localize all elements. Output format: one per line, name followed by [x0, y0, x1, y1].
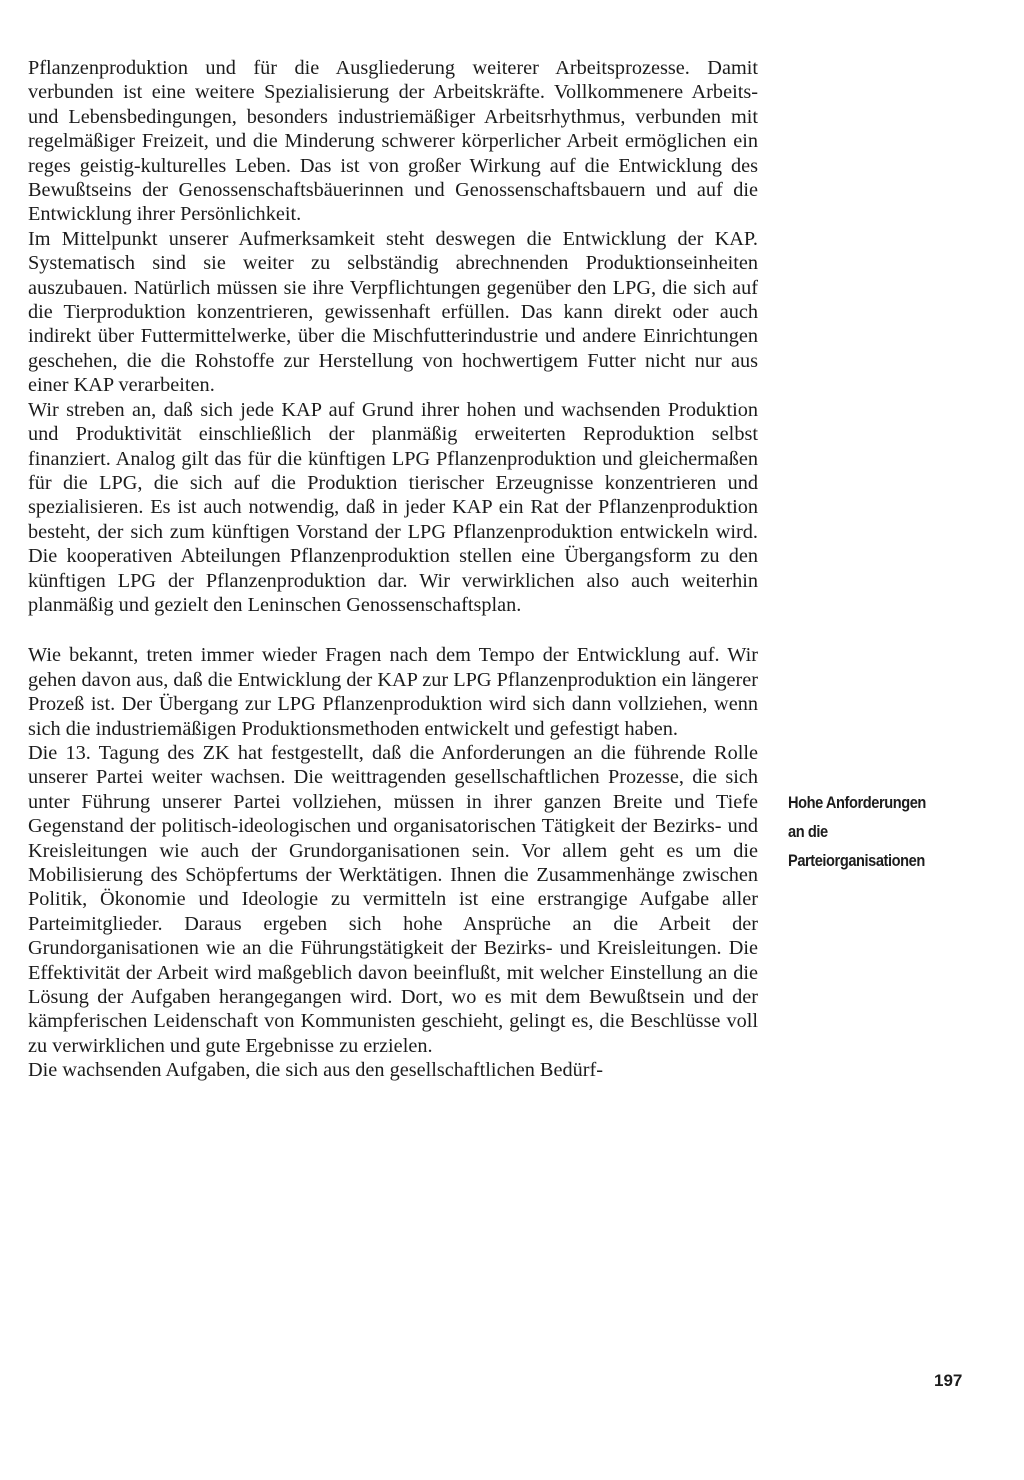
paragraph-5: Die 13. Tagung des ZK hat festgestellt, daß die Anforderungen an die führende Rolle unserer Partei weiter wachsen. Die weittragenden gesellschaftlichen Prozesse, die sich unter Führung unserer Partei vollziehen, müssen in ihrer ganzen Breite und Tiefe Gegenstand der politisch-ideologischen und organisatorischen Tätigkeit der Bezirks- und Kreisleitungen wie auch der Grundorganisationen sein. Vor allem geht es um die Mobilisierung des Schöpfertums der Werktätigen. Ihnen die Zusammenhänge zwischen Politik, Ökonomie und Ideologie zu vermitteln ist eine erstrangige Aufgabe aller Parteimitglieder. Daraus ergeben sich hohe Ansprüche an die Arbeit der Grundorganisationen wie an die Führungstätigkeit der Bezirks- und Kreisleitungen. Die Effektivität der Arbeit wird maßgeblich davon beeinflußt, mit welcher Einstellung an die Lösung der Aufgaben herangegangen wird. Dort, wo es mit dem Bewußtsein und der kämpferischen Leidenschaft von Kommunisten geschieht, gelingt es, die Beschlüsse voll zu verwirklichen und gute Ergebnisse zu erzielen.	[28, 741, 758, 1057]
paragraph-2: Im Mittelpunkt unserer Aufmerksamkeit steht deswegen die Entwicklung der KAP. Systematisch sind sie weiter zu selbständig abrechnenden Produktionseinheiten auszubauen. Natürlich müssen sie ihre Verpflichtungen gegenüber den LPG, die sich auf die Tierproduktion konzentrieren, gewissenhaft erfüllen. Das kann direkt oder auch indirekt über Futtermittelwerke, über die Mischfutterindustrie und andere Einrichtungen geschehen, die die Rohstoffe zur Herstellung von hochwertigem Futter nicht nur aus einer KAP verarbeiten.	[28, 227, 758, 397]
paragraph-3: Wir streben an, daß sich jede KAP auf Grund ihrer hohen und wachsenden Produktion und Produktivität einschließlich der planmäßig erweiterten Reproduktion selbst finanziert. Analog gilt das für die künftigen LPG Pflanzenproduktion und gleichermaßen für die LPG, die sich auf die Produktion tierischer Erzeugnisse konzentrieren und spezialisieren. Es ist auch notwendig, daß in jeder KAP ein Rat der Pflanzenproduktion besteht, der sich zum künftigen Vorstand der LPG Pflanzenproduktion entwickeln wird. Die kooperativen Abteilungen Pflanzenproduktion stellen eine Übergangsform zu den künftigen LPG der Pflanzenproduktion dar. Wir verwirklichen also auch weiterhin planmäßig und gezielt den Leninschen Genossenschaftsplan.	[28, 398, 758, 616]
main-text-column	[28, 56, 758, 1083]
margin-heading-line-1: Hohe Anforderungen	[788, 793, 926, 812]
page-number: 197	[934, 1371, 963, 1390]
paragraph-1: Pflanzenproduktion und für die Ausgliederung weiterer Arbeitsprozesse. Damit verbunden ist eine weitere Spezialisierung der Arbeitskräfte. Vollkommenere Arbeits- und Lebensbedingungen, besonders industriemäßiger Arbeitsrhythmus, verbunden mit regelmäßiger Freizeit, und die Minderung schwerer körperlicher Arbeit ermöglichen ein reges geistig-kulturelles Leben. Das ist von großer Wirkung auf die Entwicklung des Bewußtseins der Genossenschaftsbäuerinnen und Genossenschaftsbauern und auf die Entwicklung ihrer Persönlichkeit.	[28, 57, 758, 226]
paragraph-4: Wie bekannt, treten immer wieder Fragen nach dem Tempo der Entwicklung auf. Wir gehen davon aus, daß die Entwicklung der KAP zur LPG Pflanzenproduktion ein längerer Prozeß ist. Der Übergang zur LPG Pflanzenproduktion wird sich dann vollziehen, wenn sich die industriemäßigen Produktionsmethoden entwickelt und gefestigt haben.	[28, 644, 758, 740]
margin-heading-line-3: Parteiorganisationen	[788, 851, 925, 870]
paragraph-6: Die wachsenden Aufgaben, die sich aus den gesellschaftlichen Bedürf-	[28, 1059, 603, 1082]
margin-heading-line-2: an die	[788, 822, 828, 841]
margin-heading	[788, 788, 951, 875]
